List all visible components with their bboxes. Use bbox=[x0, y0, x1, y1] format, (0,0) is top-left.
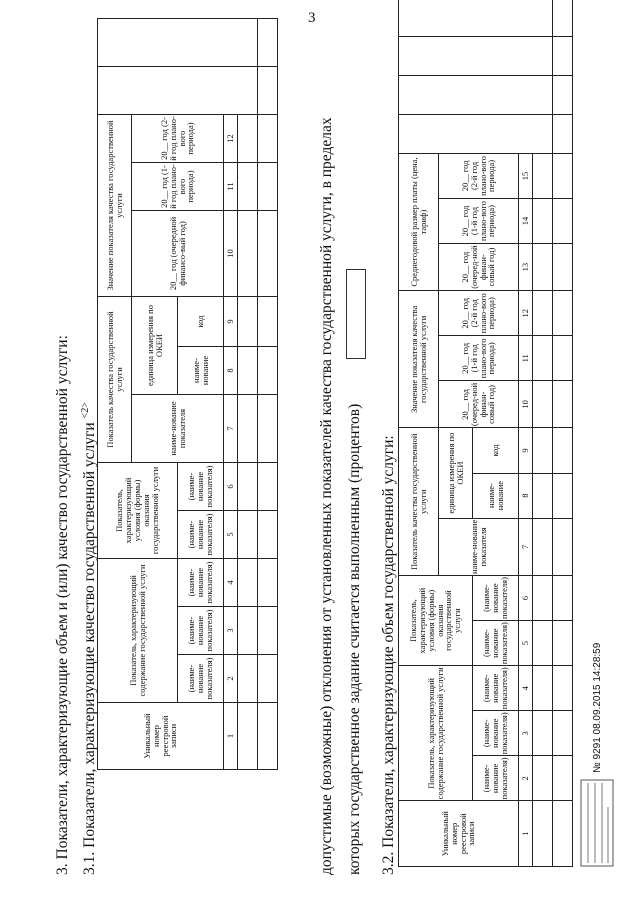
t2-num-13: 13 bbox=[519, 244, 533, 291]
t1-unit-name: наиме-нование bbox=[178, 347, 224, 395]
t2-row-cell bbox=[553, 114, 573, 153]
t2-empty-right-2 bbox=[399, 76, 553, 115]
t2-value-header: Значение показателя качества государственной услуги bbox=[399, 291, 439, 428]
t2-row-cell bbox=[553, 711, 573, 756]
t1-unit-code: код bbox=[178, 296, 224, 346]
t2-price-year-current: 20__ год (очеред-ной финан-совый год) bbox=[439, 244, 519, 291]
t2-row-cell bbox=[553, 291, 573, 336]
t2-row-cell bbox=[533, 621, 553, 666]
t1-num-6: 6 bbox=[224, 463, 238, 511]
t2-row-cell bbox=[553, 37, 573, 76]
t1-num-12: 12 bbox=[224, 114, 238, 162]
t1-row-cell bbox=[258, 703, 278, 770]
t1-row-cell bbox=[258, 395, 278, 463]
t2-empty-right-3 bbox=[399, 37, 553, 76]
t1-row-cell bbox=[258, 296, 278, 346]
t1-row-cell bbox=[238, 463, 258, 511]
deviation-text-1: допустимые (возможные) отклонения от установленных показателей качества государственной услуги, в пределах bbox=[318, 117, 335, 875]
t1-row-cell bbox=[258, 463, 278, 511]
t1-empty-right-2 bbox=[98, 18, 258, 66]
t2-num-7: 7 bbox=[519, 518, 533, 575]
t2-row-cell bbox=[533, 518, 553, 575]
t2-row-cell bbox=[553, 381, 573, 428]
t1-row-cell bbox=[258, 162, 278, 210]
t1-unit-okei-header: единица измерения по ОКЕИ bbox=[132, 296, 178, 394]
t2-unit-code: код bbox=[473, 428, 519, 473]
t2-year-plan1: 20__ год (1-й год плано-вого периода) bbox=[439, 336, 519, 381]
t1-row-cell bbox=[258, 511, 278, 559]
t2-row-cell bbox=[533, 428, 553, 473]
t2-col3-sub: (наиме-нование показателя) bbox=[473, 711, 519, 756]
t1-row-cell bbox=[238, 347, 258, 395]
t2-row-cell bbox=[533, 244, 553, 291]
t2-row-cell bbox=[533, 576, 553, 621]
t2-row-cell bbox=[553, 801, 573, 867]
t2-price-header: Среднегодовой размер платы (цена, тариф) bbox=[399, 153, 439, 290]
t2-row-cell bbox=[553, 153, 573, 198]
t2-row-cell bbox=[553, 621, 573, 666]
t2-row-cell bbox=[553, 428, 573, 473]
deviation-value-box[interactable] bbox=[346, 269, 366, 359]
t1-empty-right bbox=[98, 66, 258, 114]
t2-content-header: Показатель, характеризующий содержание государственной услуги bbox=[399, 666, 473, 801]
t1-num-10: 10 bbox=[224, 210, 238, 296]
t2-row-cell bbox=[553, 76, 573, 115]
t1-year-current: 20__ год (очередной финансо-вый год) bbox=[132, 210, 224, 296]
t2-row-cell bbox=[553, 666, 573, 711]
t1-row-cell bbox=[238, 559, 258, 607]
t1-indicator-name-header: наиме-нование показателя bbox=[132, 395, 224, 463]
footnote-mark: <2> bbox=[80, 402, 91, 419]
t1-num-2: 2 bbox=[224, 655, 238, 703]
t2-row-cell bbox=[533, 711, 553, 756]
t2-unit-name: наиме-нование bbox=[473, 473, 519, 518]
t2-unit-okei-header: единица измерения по ОКЕИ bbox=[439, 428, 473, 518]
section-3-title: 3. Показатели, характеризующие объем и (или) качество государственной услуги: bbox=[54, 335, 71, 875]
page-number: 3 bbox=[308, 10, 316, 26]
t1-num-9: 9 bbox=[224, 296, 238, 346]
t1-year-plan1: 20__ год (1-й год плано-вого периода) bbox=[132, 162, 224, 210]
t1-row-cell bbox=[238, 210, 258, 296]
t2-num-8: 8 bbox=[519, 473, 533, 518]
t2-num-15: 15 bbox=[519, 153, 533, 198]
quality-indicators-table bbox=[97, 18, 278, 770]
t2-row-cell bbox=[553, 198, 573, 243]
t2-row-cell bbox=[553, 576, 573, 621]
t1-year-plan2: 20__ год (2-й год плано-вого периода) bbox=[132, 114, 224, 162]
t1-row-cell bbox=[258, 347, 278, 395]
t2-num-14: 14 bbox=[519, 198, 533, 243]
t1-row-cell bbox=[258, 559, 278, 607]
document-stamp-icon bbox=[580, 779, 614, 867]
t2-num-9: 9 bbox=[519, 428, 533, 473]
t1-num-8: 8 bbox=[224, 347, 238, 395]
t2-num-11: 11 bbox=[519, 336, 533, 381]
t2-year-plan2: 20__ год (2-й год плано-вого периода) bbox=[439, 291, 519, 336]
t2-col2-sub: (наиме-нование показателя) bbox=[473, 756, 519, 801]
t2-row-cell bbox=[533, 473, 553, 518]
t1-num-3: 3 bbox=[224, 607, 238, 655]
t2-num-12: 12 bbox=[519, 291, 533, 336]
t2-row-cell bbox=[553, 473, 573, 518]
t2-price-year-plan1: 20__ год (1-й год плано-вого периода) bbox=[439, 198, 519, 243]
t2-unique-number-header: Уникальный номер реестровой записи bbox=[399, 801, 519, 867]
t2-col4-sub: (наиме-нование показателя) bbox=[473, 666, 519, 711]
t1-row-cell bbox=[258, 210, 278, 296]
t1-row-cell bbox=[258, 607, 278, 655]
t2-num-2: 2 bbox=[519, 756, 533, 801]
t1-row-cell bbox=[238, 162, 258, 210]
t2-row-cell bbox=[533, 291, 553, 336]
t2-row-cell bbox=[533, 666, 553, 711]
t1-col5-sub: (наиме-нование показателя) bbox=[178, 511, 224, 559]
t2-row-cell bbox=[533, 756, 553, 801]
t2-row-cell bbox=[533, 801, 553, 867]
t2-num-10: 10 bbox=[519, 381, 533, 428]
t2-row-cell bbox=[533, 153, 553, 198]
t1-row-cell bbox=[258, 114, 278, 162]
t2-price-year-plan2: 20__ год (2-й год плано-вого периода) bbox=[439, 153, 519, 198]
t2-row-cell bbox=[533, 336, 553, 381]
t2-row-cell bbox=[533, 198, 553, 243]
t2-row-cell bbox=[553, 756, 573, 801]
registration-stamp: № 9291 08.09.2015 14:28:59 bbox=[592, 642, 603, 773]
t1-num-4: 4 bbox=[224, 559, 238, 607]
t2-empty-right bbox=[399, 114, 553, 153]
t2-indicator-name-header: наиме-нование показателя bbox=[439, 518, 519, 575]
t2-col6-sub: (наиме-нование показателя) bbox=[473, 576, 519, 621]
t2-row-cell bbox=[553, 336, 573, 381]
t2-num-4: 4 bbox=[519, 666, 533, 711]
volume-indicators-table bbox=[398, 0, 573, 867]
t1-col2-sub: (наиме-нование показателя) bbox=[178, 655, 224, 703]
t1-condition-header: Показатель, характеризующий условия (формы) оказания государственной услуги bbox=[98, 463, 178, 559]
t2-col5-sub: (наиме-нование показателя) bbox=[473, 621, 519, 666]
t1-row-cell bbox=[238, 511, 258, 559]
t1-row-cell bbox=[258, 18, 278, 66]
t1-row-cell bbox=[238, 607, 258, 655]
t2-row-cell bbox=[553, 0, 573, 37]
t2-num-6: 6 bbox=[519, 576, 533, 621]
t2-volume-header: Показатель качества государственной услуги bbox=[399, 428, 439, 576]
t2-condition-header: Показатель, характеризующий условия (формы) оказания государственной услуги bbox=[399, 576, 473, 666]
t1-row-cell bbox=[238, 395, 258, 463]
section-3-1-text: 3.1. Показатели, характеризующие качество государственной услуги bbox=[81, 422, 99, 875]
t1-row-cell bbox=[258, 655, 278, 703]
t1-num-1: 1 bbox=[224, 703, 238, 770]
t2-num-5: 5 bbox=[519, 621, 533, 666]
t1-row-cell bbox=[238, 114, 258, 162]
t1-quality-header: Показатель качества государственной услуги bbox=[98, 296, 132, 462]
t1-col4-sub: (наиме-нование показателя) bbox=[178, 559, 224, 607]
t1-value-header: Значение показателя качества государственной услуги bbox=[98, 114, 132, 296]
t2-row-cell bbox=[553, 244, 573, 291]
section-3-2-title: 3.2. Показатели, характеризующие объем государственной услуги: bbox=[380, 435, 397, 875]
t1-col3-sub: (наиме-нование показателя) bbox=[178, 607, 224, 655]
t1-num-5: 5 bbox=[224, 511, 238, 559]
t1-content-header: Показатель, характеризующий содержание государственной услуги bbox=[98, 559, 178, 703]
t1-num-7: 7 bbox=[224, 395, 238, 463]
t1-unique-number-header: Уникальный номер реестровой записи bbox=[98, 703, 224, 770]
t1-col6-sub: (наиме-нование показателя) bbox=[178, 463, 224, 511]
t1-row-cell bbox=[258, 66, 278, 114]
t2-num-1: 1 bbox=[519, 801, 533, 867]
t2-num-3: 3 bbox=[519, 711, 533, 756]
t1-row-cell bbox=[238, 655, 258, 703]
t2-row-cell bbox=[533, 381, 553, 428]
t2-row-cell bbox=[553, 518, 573, 575]
deviation-text-2: которых государственное задание считается выполненным (процентов) bbox=[346, 403, 363, 875]
t2-year-current: 20__ год (очеред-ной финан-совый год) bbox=[439, 381, 519, 428]
t2-empty-right-4 bbox=[399, 0, 553, 37]
t1-row-cell bbox=[238, 296, 258, 346]
t1-num-11: 11 bbox=[224, 162, 238, 210]
t1-row-cell bbox=[238, 703, 258, 770]
